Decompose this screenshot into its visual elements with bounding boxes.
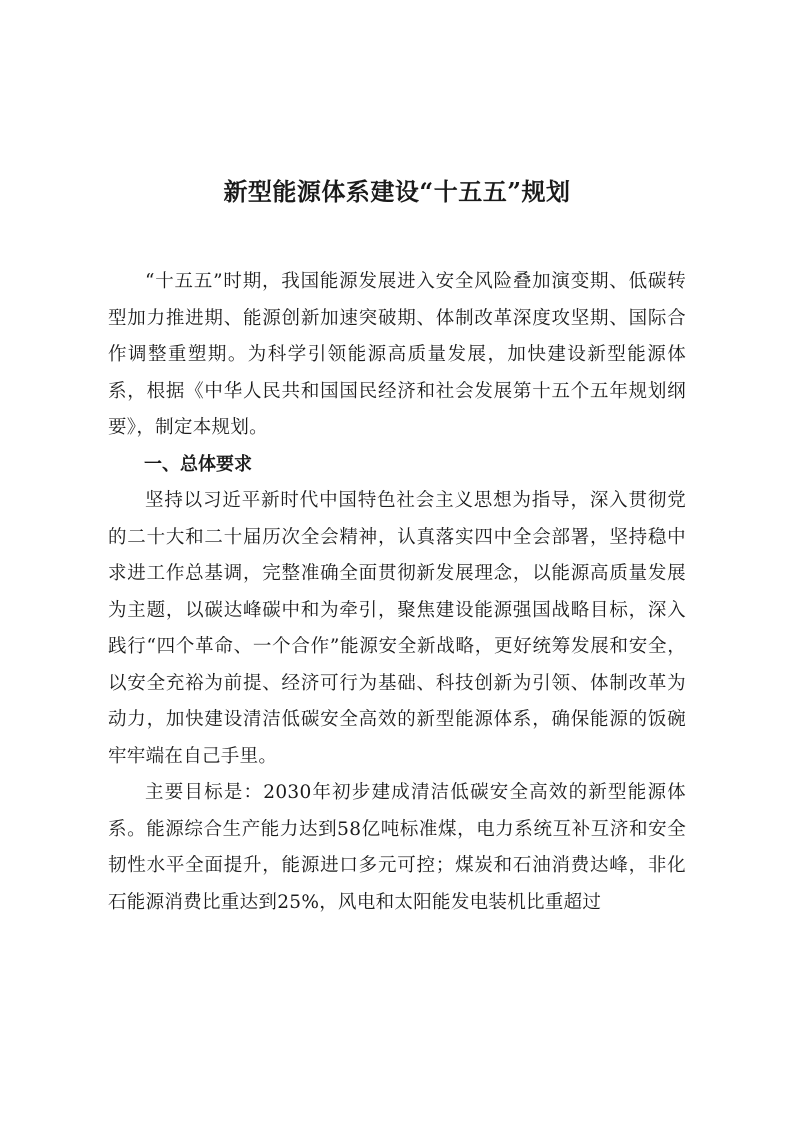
document-body (108, 264, 686, 921)
guiding-principle-paragraph: 坚持以习近平新时代中国特色社会主义思想为指导，深入贯彻党的二十大和二十届历次全会精神，认真落实四中全会部署，坚持稳中求进工作总基调，完整准确全面贯彻新发展理念，以能源高质量发展为主题，以碳达峰碳中和为牵引，聚焦建设能源强国战略目标，深入践行“四个革命、一个合作”能源安全新战略，更好统筹发展和安全，以安全充裕为前提、经济可行为基础、科技创新为引领、体制改革为动力，加快建设清洁低碳安全高效的新型能源体系，确保能源的饭碗牢牢端在自己手里。 (108, 490, 686, 767)
document-title: 新型能源体系建设“十五五”规划 (223, 177, 571, 206)
intro-paragraph: “十五五”时期，我国能源发展进入安全风险叠加演变期、低碳转型加力推进期、能源创新加速突破期、体制改革深度攻坚期、国际合作调整重塑期。为科学引领能源高质量发展，加快建设新型能源体系，根据《中华人民共和国国民经济和社会发展第十五个五年规划纲要》，制定本规划。 (108, 271, 686, 438)
main-goals-paragraph: 主要目标是：2030年初步建成清洁低碳安全高效的新型能源体系。能源综合生产能力达到58亿吨标准煤，电力系统互补互济和安全韧性水平全面提升，能源进口多元可控；煤炭和石油消费达峰，非化石能源消费比重达到25%，风电和太阳能发电装机比重超过 (108, 782, 686, 913)
section-heading: 一、总体要求 (144, 453, 252, 475)
